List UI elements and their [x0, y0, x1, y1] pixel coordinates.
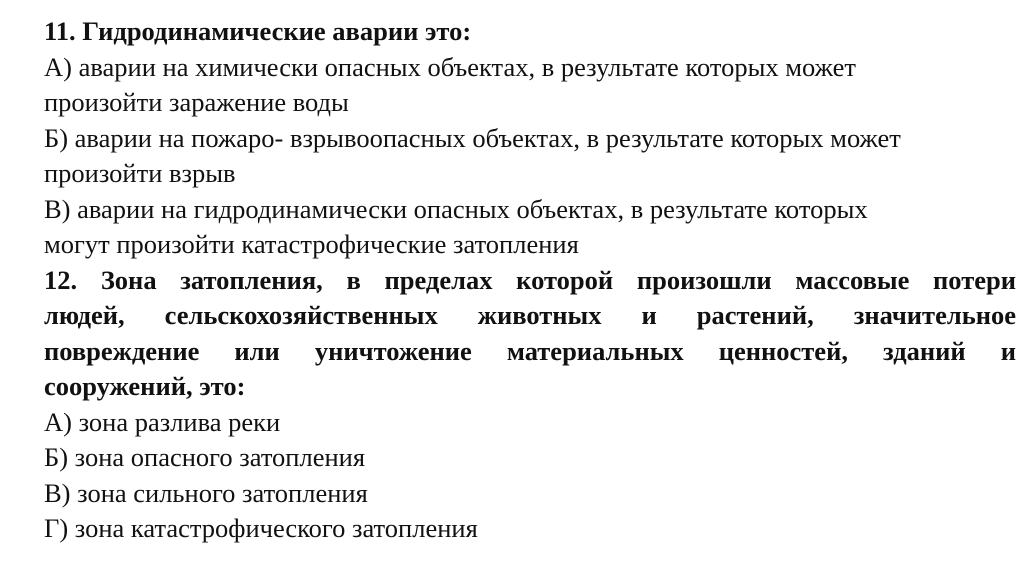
- question-12-title: [44, 263, 1016, 405]
- document-page: [44, 14, 1016, 547]
- question-12: [44, 263, 1016, 547]
- option-a-line-1: А) аварии на химически опасных объектах, в результате которых может: [44, 51, 856, 82]
- option-b-line-1: Б) аварии на пожаро- взрывоопасных объектах, в результате которых может: [44, 122, 901, 153]
- question-12-option-a: А) зона разлива реки: [44, 406, 281, 437]
- question-11-option-a: [44, 50, 1016, 121]
- option-c-line-1: В) аварии на гидродинамически опасных объектах, в результате которых: [44, 193, 868, 224]
- question-11-option-c: [44, 192, 1016, 263]
- option-a-line-2: произойти заражение воды: [44, 87, 349, 117]
- question-12-option-b: Б) зона опасного затопления: [44, 442, 366, 472]
- question-12-option-d: Г) зона катастрофического затопления: [44, 513, 478, 543]
- question-12-title-line-1: 12. Зона затопления, в пределах которой произошли массовые потери: [44, 264, 1016, 295]
- option-b-line-2: произойти взрыв: [44, 158, 236, 188]
- question-12-title-line-3: повреждение или уничтожение материальных ценностей, зданий и: [44, 335, 1016, 366]
- question-12-title-line-4: сооружений, это:: [44, 371, 246, 401]
- question-11: [44, 14, 1016, 263]
- option-c-line-2: могут произойти катастрофические затопления: [44, 229, 579, 259]
- question-11-title: 11. Гидродинамические аварии это:: [44, 16, 472, 46]
- question-11-option-b: [44, 121, 1016, 192]
- question-12-title-line-2: людей, сельскохозяйственных животных и растений, значительное: [44, 300, 1016, 330]
- question-12-option-c: В) зона сильного затопления: [44, 477, 368, 508]
